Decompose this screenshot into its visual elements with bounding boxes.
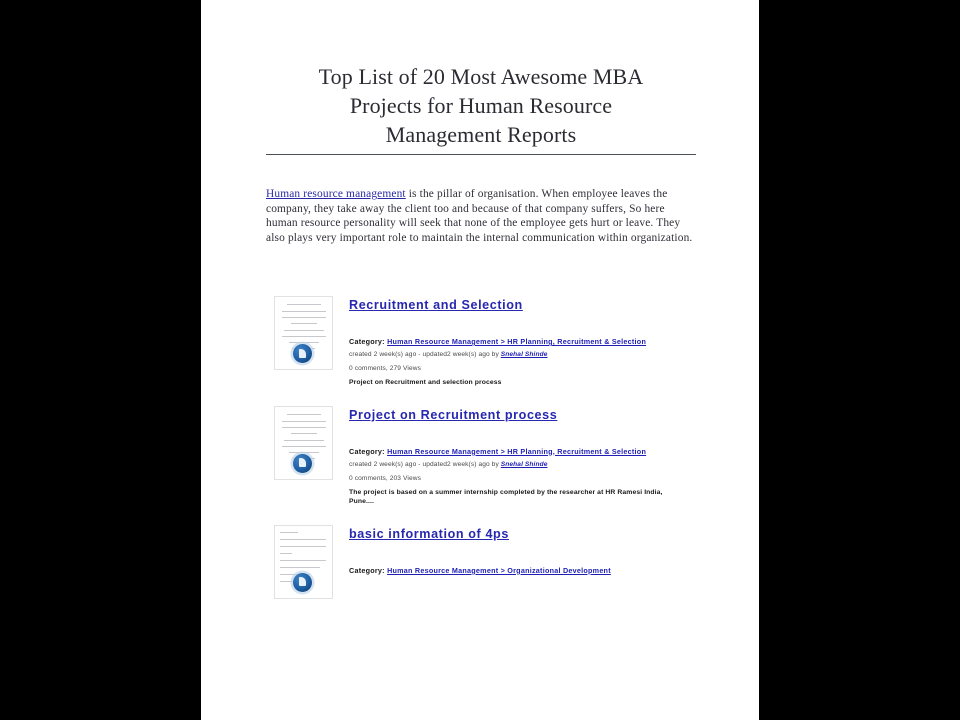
- intro-paragraph: [266, 187, 698, 245]
- pdf-document-badge-icon: [293, 454, 312, 473]
- page-title-line-2: Projects for Human Resource: [349, 93, 613, 118]
- intro-body-text: is the pillar of organisation. When employee leaves the company, they take away the client too and because of that company suffers, So here human resource personality will seek that none of the employee gets hurt or leave. They also plays very important role to maintain the internal communication within organization.: [266, 188, 693, 244]
- category-line: [349, 565, 698, 576]
- page-title-line-3: Management Reports: [385, 122, 577, 147]
- project-description: The project is based on a summer internship completed by the researcher at HR Ramesi India, Pune....: [349, 488, 663, 506]
- category-label: Category:: [349, 446, 385, 456]
- author-link[interactable]: Snehal Shinde: [500, 351, 548, 358]
- slide-content: [201, 0, 759, 720]
- list-item-body: [349, 525, 698, 576]
- list-item[interactable]: [266, 296, 698, 388]
- pdf-document-badge-icon: [293, 344, 312, 363]
- list-item[interactable]: [266, 406, 698, 507]
- category-path-link[interactable]: Human Resource Management > Organizational Development: [387, 565, 611, 575]
- category-line: [349, 336, 698, 347]
- list-item-meta: [349, 446, 698, 507]
- project-title-link[interactable]: Recruitment and Selection: [349, 298, 523, 312]
- list-item-meta: [349, 336, 698, 388]
- project-description: Project on Recruitment and selection process: [349, 379, 502, 386]
- page-title: [246, 62, 716, 149]
- pdf-document-badge-icon: [293, 573, 312, 592]
- project-title-link[interactable]: Project on Recruitment process: [349, 407, 558, 422]
- project-results-list: [266, 296, 698, 611]
- letterbox-bar-left: [0, 0, 201, 720]
- hr-management-link[interactable]: Human resource management: [266, 188, 406, 200]
- author-link[interactable]: Snehal Shinde: [500, 460, 548, 468]
- title-divider: [266, 154, 696, 155]
- document-thumbnail[interactable]: [274, 406, 333, 480]
- category-path-link[interactable]: Human Resource Management > HR Planning, Recruitment & Selection: [387, 337, 647, 346]
- category-line: [349, 446, 698, 457]
- project-title-link[interactable]: basic information of 4ps: [349, 526, 509, 541]
- list-item-body: [349, 296, 698, 388]
- list-item[interactable]: [266, 525, 698, 593]
- page-title-line-1: Top List of 20 Most Awesome MBA: [318, 64, 644, 89]
- comments-views-line: 0 comments, 203 Views: [349, 474, 421, 482]
- list-item-body: [349, 406, 698, 507]
- list-item-meta: [349, 565, 698, 576]
- letterbox-bar-right: [759, 0, 960, 720]
- category-label: Category:: [349, 565, 385, 575]
- timestamps-line: [349, 459, 698, 470]
- slide-canvas: [201, 0, 759, 720]
- document-thumbnail[interactable]: [274, 525, 333, 599]
- document-thumbnail[interactable]: [274, 296, 333, 370]
- timestamps-line: [349, 349, 698, 360]
- category-label: Category:: [349, 337, 385, 346]
- timestamps-text: created 2 week(s) ago - updated2 week(s) ago by: [349, 351, 499, 358]
- comments-views-line: 0 comments, 279 Views: [349, 365, 421, 372]
- timestamps-text: created 2 week(s) ago - updated2 week(s) ago by: [349, 460, 499, 468]
- category-path-link[interactable]: Human Resource Management > HR Planning, Recruitment & Selection: [387, 446, 647, 456]
